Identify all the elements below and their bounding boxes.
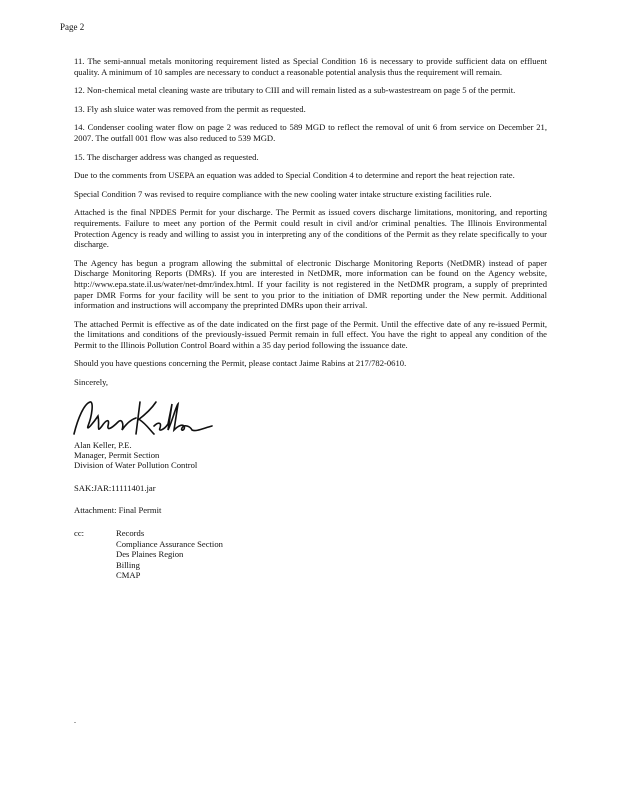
cc-item: Records <box>116 528 145 539</box>
cc-label: cc: <box>74 528 85 539</box>
attachment-line: Attachment: Final Permit <box>74 505 162 516</box>
handwritten-signature <box>66 396 216 440</box>
cc-item: Compliance Assurance Section <box>116 538 223 549</box>
cc-item: Billing <box>116 559 140 570</box>
signer-division: Division of Water Pollution Control <box>74 460 198 471</box>
paragraph-netdmr: The Agency has begun a program allowing the submittal of electronic Discharge Monitoring Reports (NetDMR) instead of paper Discharge Monitoring Reports (DMRs). If you are interested in NetDMR, more information can be found on the Agency website, http://www.epa.state.il.us/water/net-dmr/index.html. If your facility is not registered in the NetDMR program, a supply of preprinted paper DMR Forms for your facility will be sent to you prior to the initiation of DMR reporting under the New permit. Additional information and instructions will accompany the preprinted DMRs upon their arrival. <box>74 257 547 311</box>
paragraph-15: 15. The discharger address was changed as requested. <box>74 151 259 162</box>
paragraph-usepa: Due to the comments from USEPA an equation was added to Special Condition 4 to determine and report the heat rejection rate. <box>74 170 515 181</box>
cc-list <box>116 528 223 581</box>
page-number: Page 2 <box>60 22 85 32</box>
reference-code: SAK:JAR:11111401.jar <box>74 482 156 493</box>
paragraph-contact: Should you have questions concerning the Permit, please contact Jaime Rabins at 217/782-0610. <box>74 358 407 369</box>
cc-block <box>74 528 547 581</box>
paragraph-12: 12. Non-chemical metal cleaning waste are tributary to CIII and will remain listed as a sub-wastestream on page 5 of the permit. <box>74 85 516 96</box>
footer-mark: . <box>74 716 76 725</box>
paragraph-13: 13. Fly ash sluice water was removed from the permit as requested. <box>74 103 306 114</box>
cc-item: CMAP <box>116 570 141 581</box>
paragraph-effective-date: The attached Permit is effective as of the date indicated on the first page of the Permit. Until the effective date of any re-issued Permit, the limitations and conditions of the previously-issued Permit remain in full effect. You have the right to appeal any condition of the Permit to the Illinois Pollution Control Board within a 35 day period following the issuance date. <box>74 318 547 350</box>
signer-name: Alan Keller, P.E. <box>74 439 132 450</box>
closing: Sincerely, <box>74 377 109 388</box>
letter-body <box>74 56 547 581</box>
cc-item: Des Plaines Region <box>116 549 184 560</box>
signer-block <box>74 440 547 471</box>
paragraph-attached-permit: Attached is the final NPDES Permit for your discharge. The Permit as issued covers discharge limitations, monitoring, and reporting requirements. Failure to meet any portion of the Permit could result in civil and/or criminal penalties. The Illinois Environmental Protection Agency is ready and willing to assist you in interpreting any of the conditions of the Permit as they relate specifically to your discharge. <box>74 207 547 250</box>
paragraph-14: 14. Condenser cooling water flow on page 2 was reduced to 589 MGD to reflect the removal of unit 6 from service on December 21, 2007. The outfall 001 flow was also reduced to 539 MGD. <box>74 122 547 143</box>
paragraph-special-condition-7: Special Condition 7 was revised to require compliance with the new cooling water intake structure existing facilities rule. <box>74 188 492 199</box>
signer-title: Manager, Permit Section <box>74 450 160 461</box>
paragraph-11: 11. The semi-annual metals monitoring requirement listed as Special Condition 16 is necessary to provide sufficient data on effluent quality. A minimum of 10 samples are necessary to conduct a reasonable potential analysis thus the requirement will remain. <box>74 56 547 77</box>
